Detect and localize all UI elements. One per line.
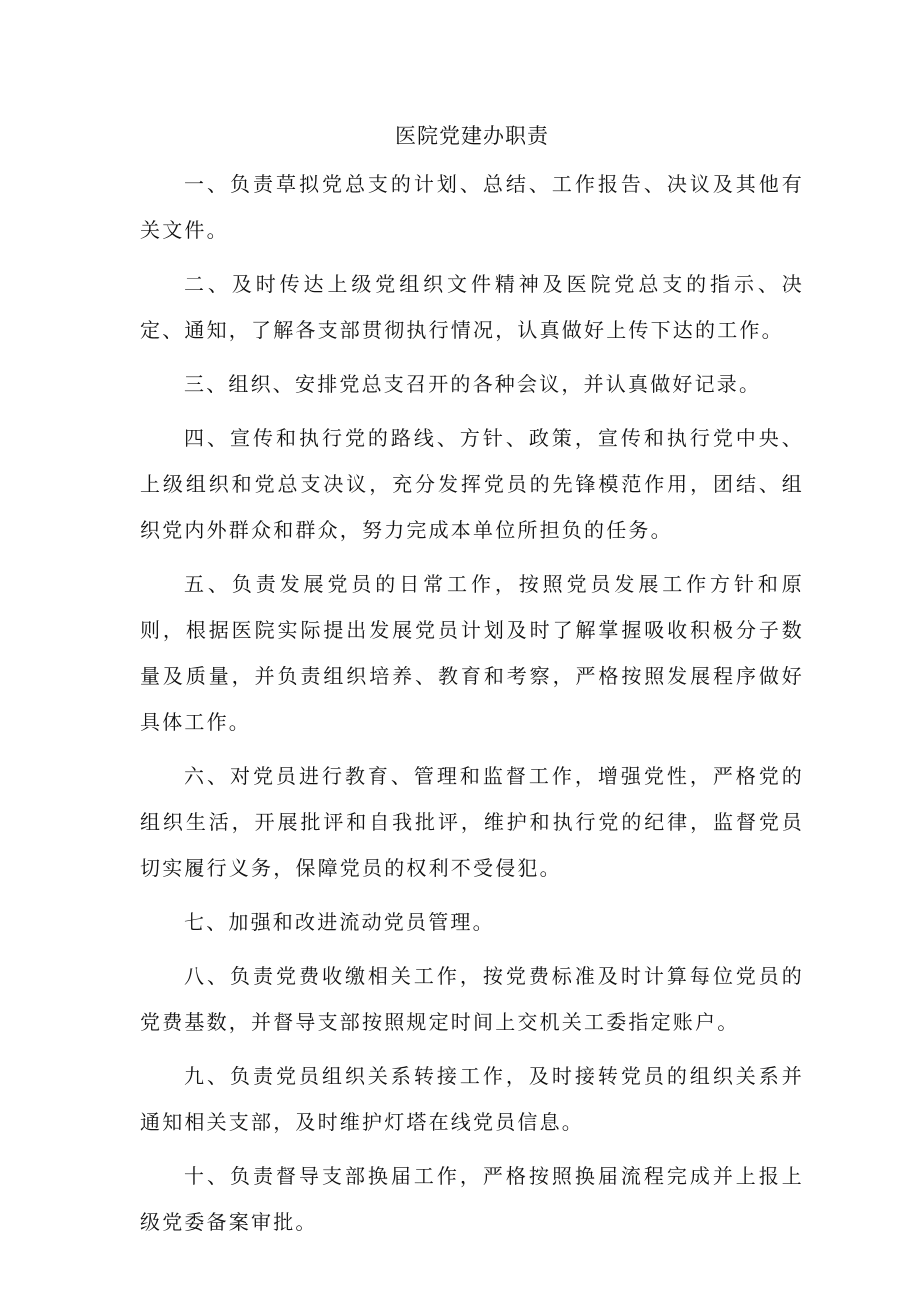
duty-item-7: 七、加强和改进流动党员管理。 — [184, 910, 495, 934]
document-title: 医院党建办职责 — [395, 124, 549, 148]
document-page — [140, 118, 804, 1253]
duty-item-10: 十、负责督导支部换届工作，严格按照换届流程完成并上报上级党委备案审批。 — [140, 1164, 804, 1234]
duty-item-8: 八、负责党费收缴相关工作，按党费标准及时计算每位党员的党费基数，并督导支部按照规定时间上交机关工委指定账户。 — [140, 964, 804, 1034]
duty-item-9: 九、负责党员组织关系转接工作，及时接转党员的组织关系并通知相关支部，及时维护灯塔在线党员信息。 — [140, 1064, 804, 1134]
duty-item-4: 四、宣传和执行党的路线、方针、政策，宣传和执行党中央、上级组织和党总支决议，充分发挥党员的先锋模范作用，团结、组织党内外群众和群众，努力完成本单位所担负的任务。 — [140, 426, 804, 542]
duty-item-1: 一、负责草拟党总支的计划、总结、工作报告、决议及其他有关文件。 — [140, 172, 804, 242]
duty-item-5: 五、负责发展党员的日常工作，按照党员发展工作方针和原则，根据医院实际提出发展党员计划及时了解掌握吸收积极分子数量及质量，并负责组织培养、教育和考察，严格按照发展程序做好具体工作。 — [140, 572, 804, 734]
duty-item-3: 三、组织、安排党总支召开的各种会议，并认真做好记录。 — [184, 372, 762, 396]
duty-item-6: 六、对党员进行教育、管理和监督工作，增强党性，严格党的组织生活，开展批评和自我批评，维护和执行党的纪律，监督党员切实履行义务，保障党员的权利不受侵犯。 — [140, 764, 804, 880]
duty-item-2: 二、及时传达上级党组织文件精神及医院党总支的指示、决定、通知，了解各支部贯彻执行情况，认真做好上传下达的工作。 — [140, 272, 804, 342]
